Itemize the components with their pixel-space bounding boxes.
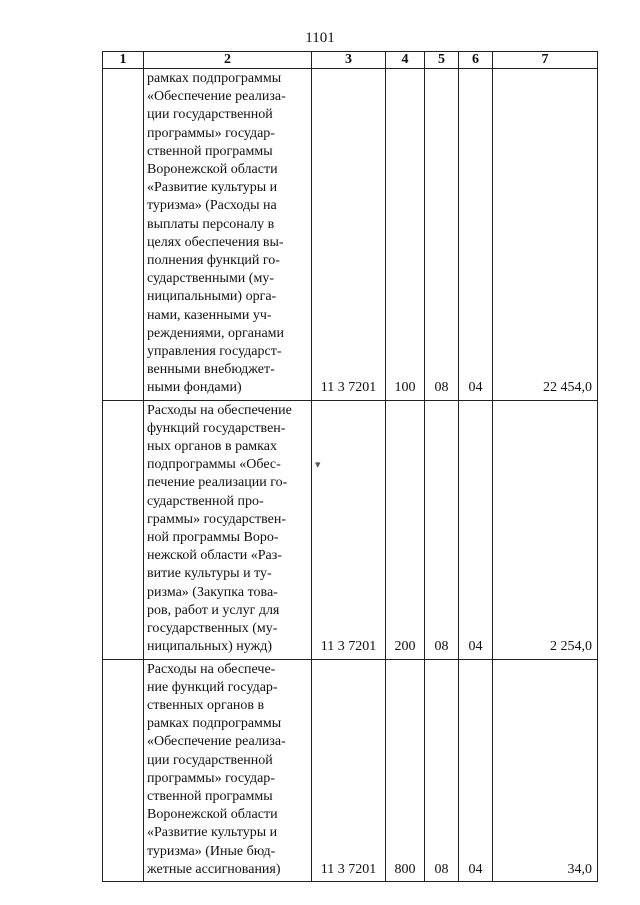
description-line: нами, казенными уч-	[147, 307, 272, 323]
cell-section: 08	[425, 400, 459, 659]
cell-description	[144, 69, 312, 401]
header-row	[103, 52, 598, 69]
table-row	[103, 400, 598, 659]
description-line: ных органов в рамках	[147, 439, 277, 455]
cell-description	[144, 659, 312, 881]
description-line: ниципальных) нужд)	[147, 639, 272, 655]
description-line: ственных органов в	[147, 697, 265, 713]
column-header: 1	[103, 52, 144, 69]
column-header: 4	[386, 52, 425, 69]
cell-description	[144, 400, 312, 659]
description-line: жетные ассигнования)	[147, 861, 281, 877]
description-line: Воронежской области	[147, 162, 278, 178]
description-line: «Обеспечение реализа-	[147, 734, 286, 750]
cell-subsection: 04	[459, 659, 493, 881]
description-line: граммы» государствен-	[147, 511, 287, 527]
table-row	[103, 659, 598, 881]
description-line: подпрограммы «Обес-	[147, 457, 281, 473]
description-line: ции государственной	[147, 752, 273, 768]
cell-section: 08	[425, 659, 459, 881]
cell-amount: 2 254,0	[493, 400, 598, 659]
description-line: полнения функций го-	[147, 253, 280, 269]
description-line: ными фондами)	[147, 380, 242, 396]
cell-subsection: 04	[459, 400, 493, 659]
description-line: реждениями, органами	[147, 325, 285, 341]
description-line: рамках подпрограммы	[147, 71, 282, 86]
column-header: 6	[459, 52, 493, 69]
table-row	[103, 69, 598, 401]
description-line: функций государствен-	[147, 420, 286, 436]
cell-number	[103, 659, 144, 881]
scan-mark: ▾	[315, 459, 321, 471]
description-line: программы» государ-	[147, 125, 275, 141]
description-line: сударственной про-	[147, 493, 264, 509]
cell-number	[103, 400, 144, 659]
cell-code: 11 3 7201	[312, 69, 386, 401]
description-line: Воронежской области	[147, 807, 278, 823]
description-line: венными внебюджет-	[147, 362, 275, 378]
description-line: ров, работ и услуг для	[147, 602, 280, 618]
cell-number	[103, 69, 144, 401]
column-header: 2	[144, 52, 312, 69]
description-line: выплаты персоналу в	[147, 216, 275, 232]
column-header: 5	[425, 52, 459, 69]
cell-code: 11 3 7201	[312, 659, 386, 881]
description-line: витие культуры и ту-	[147, 566, 272, 582]
description-line: «Обеспечение реализа-	[147, 89, 286, 105]
cell-subsection: 04	[459, 69, 493, 401]
description-line: государственных (му-	[147, 621, 278, 637]
description-line: программы» государ-	[147, 770, 275, 786]
budget-table	[102, 51, 598, 882]
description-line: «Развитие культуры и	[147, 825, 278, 841]
description-line: «Развитие культуры и	[147, 180, 278, 196]
description-line: рамках подпрограммы	[147, 716, 282, 732]
cell-section: 08	[425, 69, 459, 401]
page-number: 1101	[305, 30, 335, 46]
description-line: Расходы на обеспече-	[147, 661, 276, 677]
description-line: ции государственной	[147, 107, 273, 123]
description-line: печение реализации го-	[147, 475, 288, 491]
description-line: ризма» (Закупка това-	[147, 584, 278, 600]
cell-amount: 22 454,0	[493, 69, 598, 401]
description-line: туризма» (Расходы на	[147, 198, 277, 214]
description-line: управления государст-	[147, 344, 282, 360]
description-line: туризма» (Иные бюд-	[147, 843, 276, 859]
cell-expense-type: 800	[386, 659, 425, 881]
description-line: нежской области «Раз-	[147, 548, 282, 564]
description-line: целях обеспечения вы-	[147, 234, 284, 250]
description-line: ниципальными) орга-	[147, 289, 277, 305]
description-line: Расходы на обеспечение	[147, 402, 292, 418]
cell-expense-type: 100	[386, 69, 425, 401]
description-line: ственной программы	[147, 143, 273, 159]
cell-amount: 34,0	[493, 659, 598, 881]
cell-expense-type: 200	[386, 400, 425, 659]
description-line: сударственными (му-	[147, 271, 274, 287]
description-line: ной программы Воро-	[147, 530, 279, 546]
description-line: ственной программы	[147, 788, 273, 804]
column-header: 3	[312, 52, 386, 69]
column-header: 7	[493, 52, 598, 69]
description-line: ние функций государ-	[147, 679, 278, 695]
cell-code: 11 3 7201	[312, 400, 386, 659]
